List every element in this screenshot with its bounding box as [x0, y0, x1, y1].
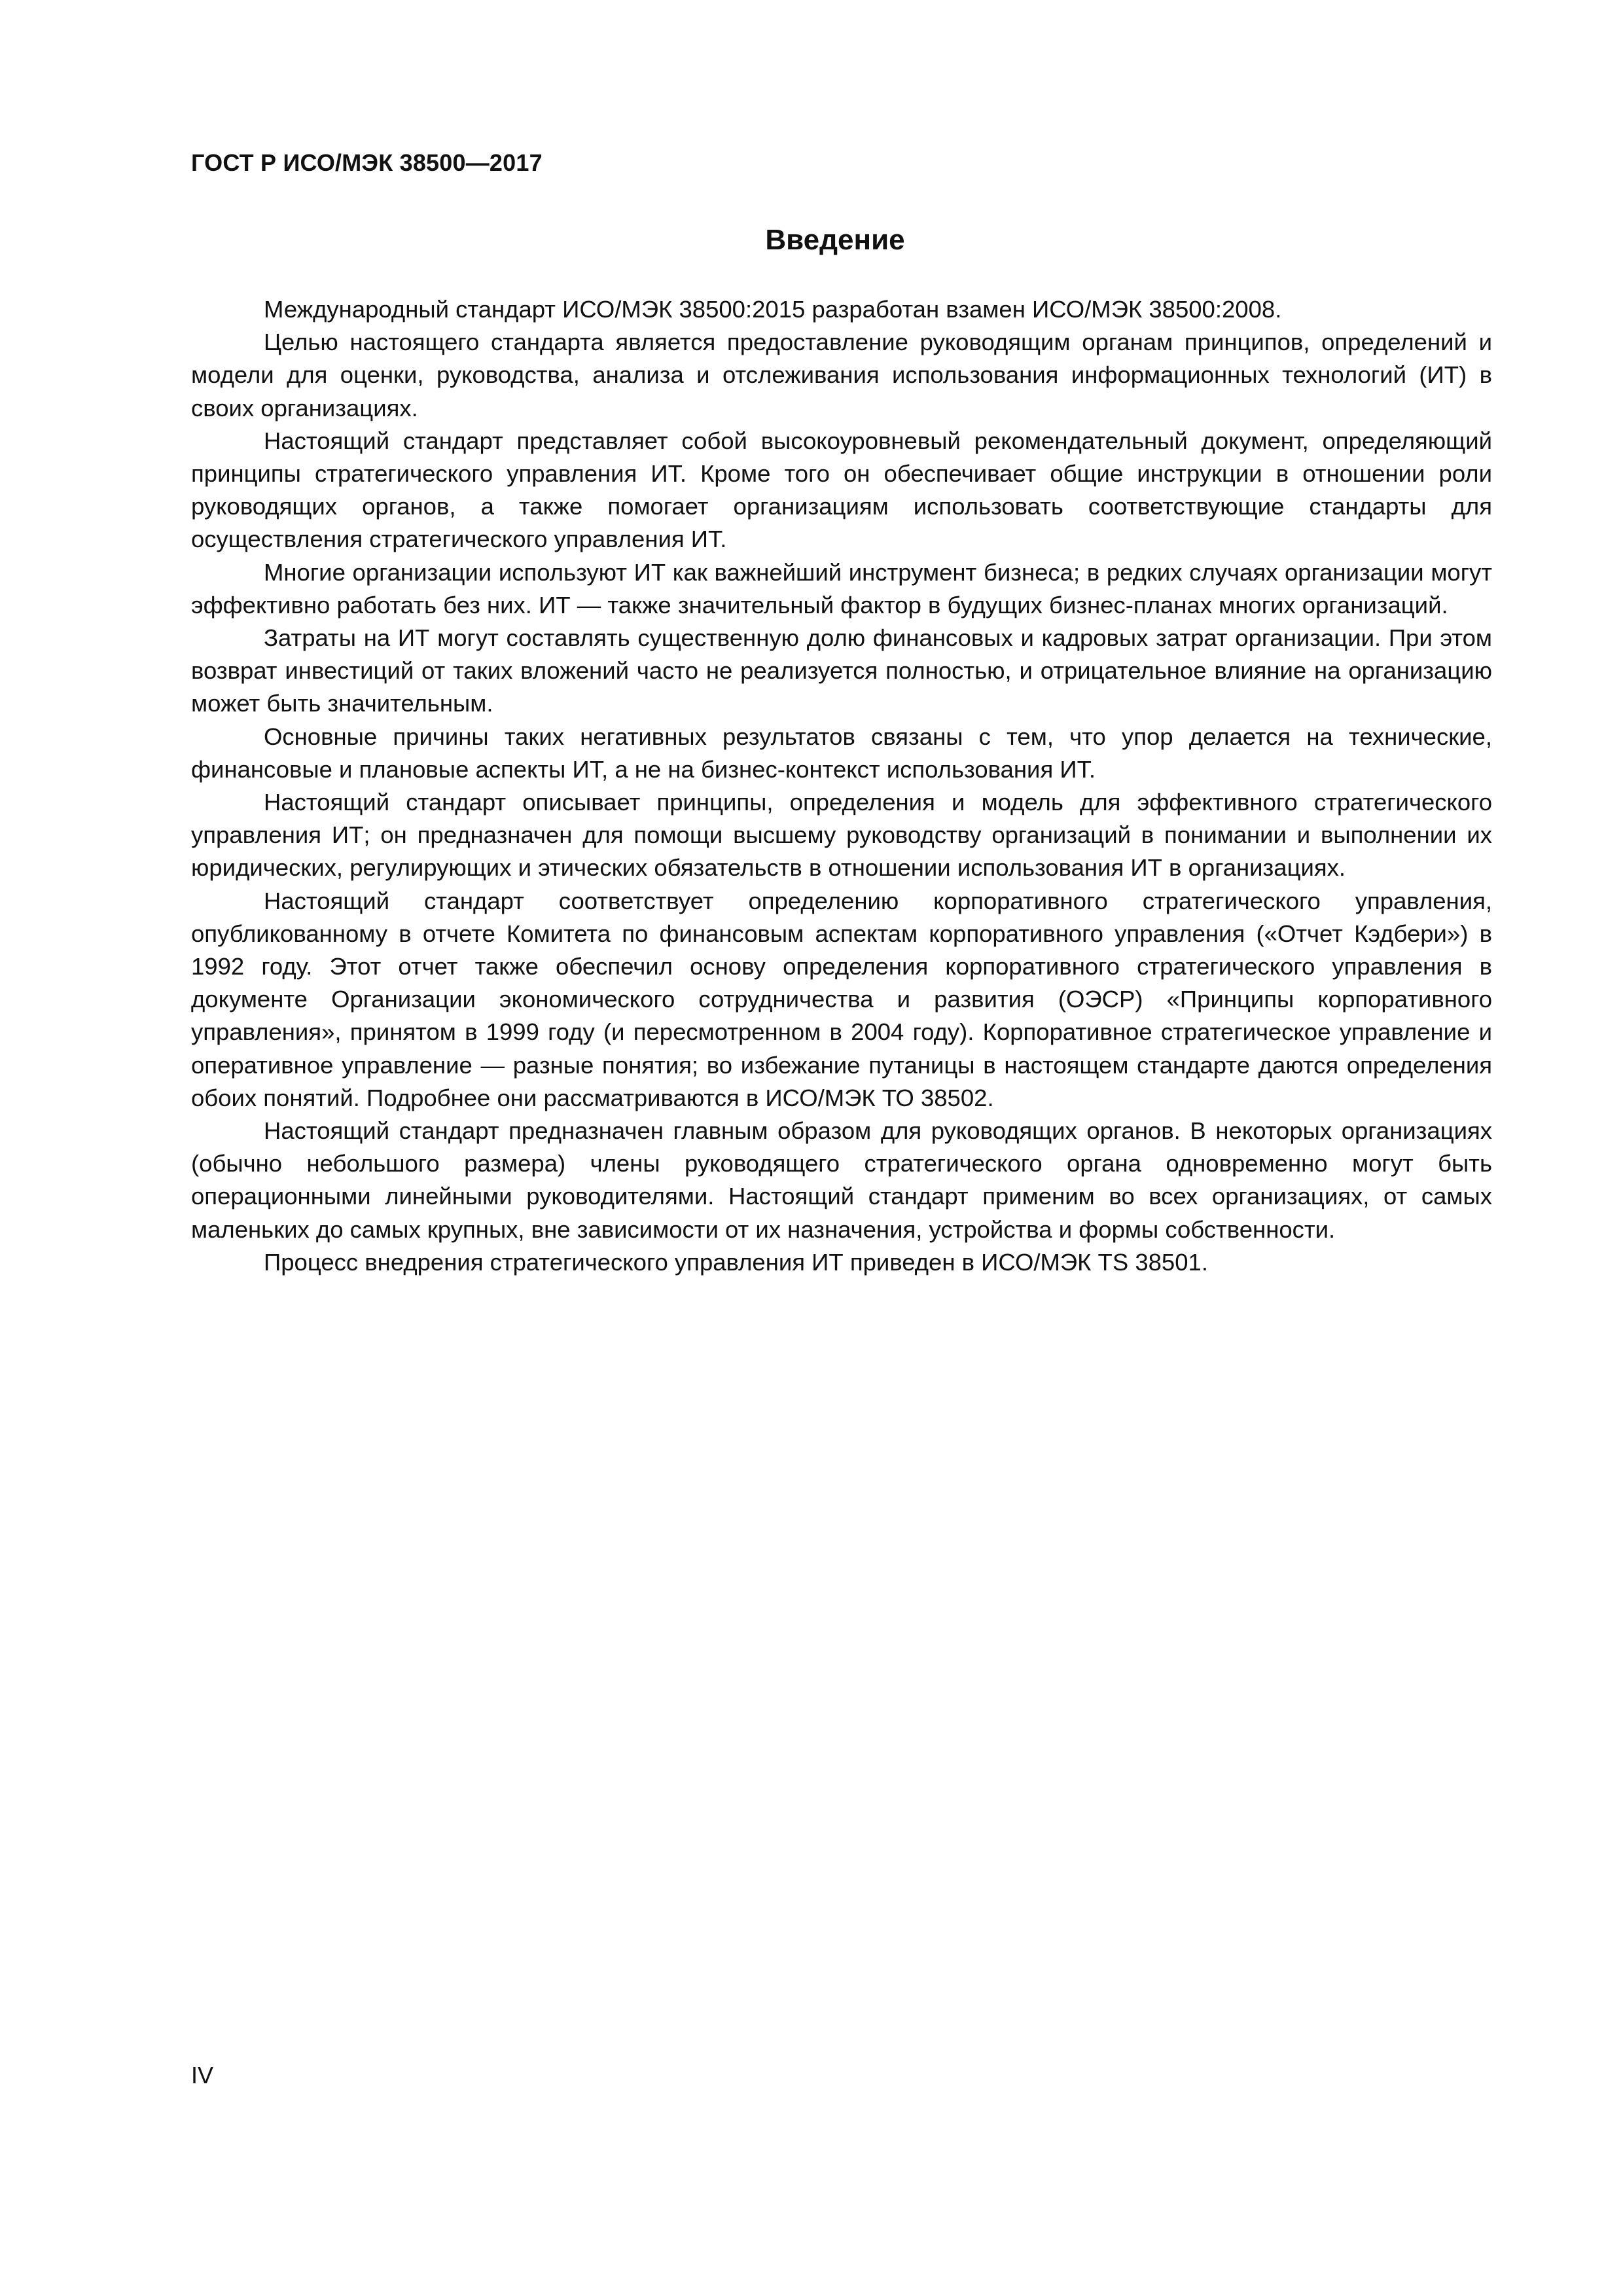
paragraph: Настоящий стандарт предназначен главным образом для руководящих органов. В некоторых организациях (обычно небольшого размера) члены руководящего стратегического органа одновременно могут быть операционными линейными руководителями. Настоящий стандарт применим во всех организациях, от самых маленьких до самых крупных, вне зависимости от их назначения, устройства и формы собственности. [191, 1117, 1492, 1243]
paragraph: Настоящий стандарт представляет собой высокоуровневый рекомендательный документ, определяющий принципы стратегического управления ИТ. Кроме того он обеспечивает общие инструкции в отношении роли руководящих органов, а также помогает организациям использовать соответствующие стандарты для осуществления стратегического управления ИТ. [191, 427, 1492, 553]
paragraph: Процесс внедрения стратегического управления ИТ приведен в ИСО/МЭК TS 38501. [264, 1248, 1208, 1276]
paragraph: Затраты на ИТ могут составлять существенную долю финансовых и кадровых затрат организации. При этом возврат инвестиций от таких вложений часто не реализуется полностью, и отрицательное влияние на организацию может быть значительным. [191, 624, 1492, 717]
paragraph: Целью настоящего стандарта является предоставление руководящим органам принципов, определений и модели для оценки, руководства, анализа и отслеживания использования информационных технологий (ИТ) в своих организациях. [191, 329, 1492, 422]
paragraph: Международный стандарт ИСО/МЭК 38500:2015 разработан взамен ИСО/МЭК 38500:2008. [264, 296, 1282, 323]
paragraph: Настоящий стандарт описывает принципы, определения и модель для эффективного стратегического управления ИТ; он предназначен для помощи высшему руководству организаций в понимании и выполнении их юридических, регулирующих и этических обязательств в отношении использования ИТ в организациях. [191, 789, 1492, 882]
paragraph: Многие организации используют ИТ как важнейший инструмент бизнеса; в редких случаях организации могут эффективно работать без них. ИТ — также значительный фактор в будущих бизнес-планах многих организаций. [191, 558, 1492, 619]
page-number: IV [191, 2062, 214, 2089]
document-header: ГОСТ Р ИСО/МЭК 38500—2017 [191, 149, 543, 176]
body-text [191, 293, 1492, 1279]
section-title: Введение [765, 224, 905, 256]
paragraph: Настоящий стандарт соответствует определению корпоративного стратегического управления, опубликованному в отчете Комитета по финансовым аспектам корпоративного управления («Отчет Кэдбери») в 1992 году. Этот отчет также обеспечил основу определения корпоративного стратегического управления в документе Организации экономического сотрудничества и развития (ОЭСР) «Принципы корпоративного управления», принятом в 1999 году (и пересмотренном в 2004 году). Корпоративное стратегическое управление и оперативное управление — разные понятия; во избежание путаницы в настоящем стандарте даются определения обоих понятий. Подробнее они рассматриваются в ИСО/МЭК ТО 38502. [191, 887, 1492, 1111]
paragraph: Основные причины таких негативных результатов связаны с тем, что упор делается на технические, финансовые и плановые аспекты ИТ, а не на бизнес-контекст использования ИТ. [191, 723, 1492, 783]
